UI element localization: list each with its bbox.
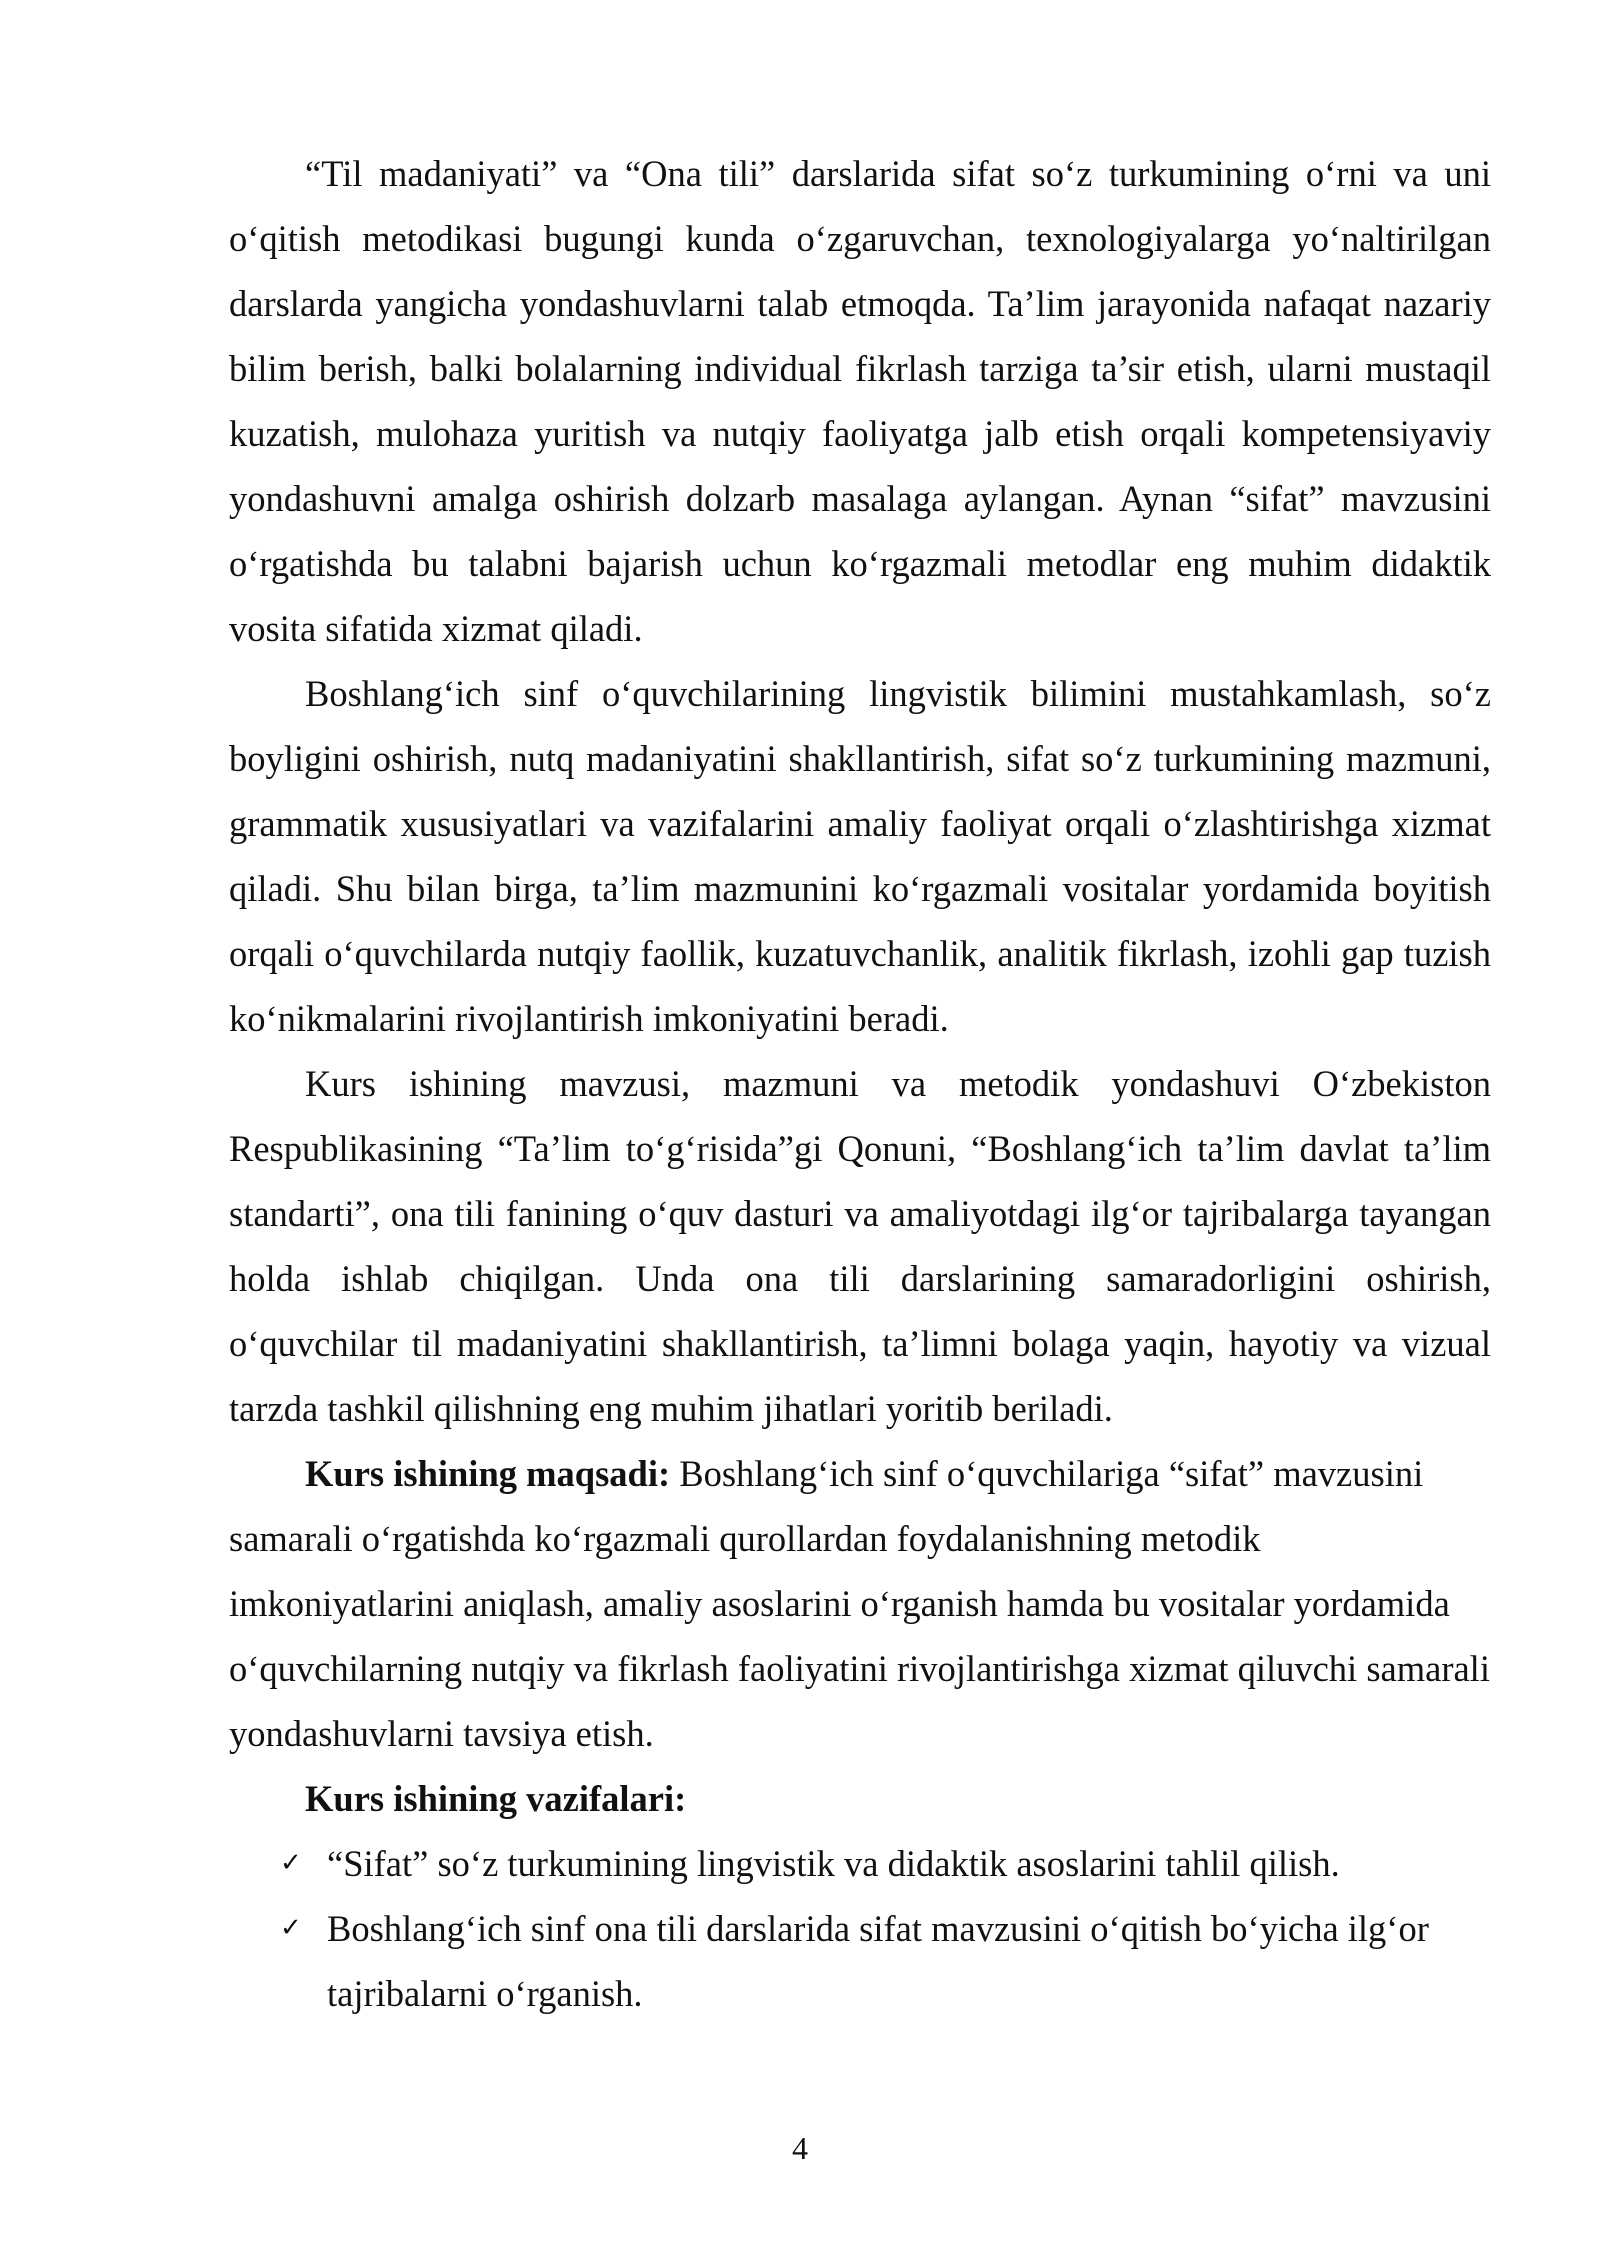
page-number: 4: [792, 2130, 808, 2166]
task-text: “Sifat” so‘z turkumining lingvistik va didaktik asoslarini tahlil qilish.: [327, 1843, 1340, 1884]
task-item: [229, 1831, 1491, 1896]
goal-label: Kurs ishining maqsadi:: [305, 1453, 671, 1494]
goal-paragraph: [229, 1441, 1491, 1766]
tasks-list: [229, 1831, 1491, 2026]
task-text: Boshlang‘ich sinf ona tili darslarida sifat mavzusini o‘qitish bo‘yicha ilg‘or tajribalarni o‘rganish.: [327, 1908, 1429, 2014]
paragraph-3: Kurs ishining mavzusi, mazmuni va metodik yondashuvi O‘zbekiston Respublikasining “Ta’lim to‘g‘risida”gi Qonuni, “Boshlang‘ich ta’lim davlat ta’lim standarti”, ona tili fanining o‘quv dasturi va amaliyotdagi ilg‘or tajribalarga tayangan holda ishlab chiqilgan. Unda ona tili darslarining samaradorligini oshirish, o‘quvchilar til madaniyatini shakllantirish, ta’limni bolaga yaqin, hayotiy va vizual tarzda tashkil qilishning eng muhim jihatlari yoritib beriladi.: [229, 1063, 1491, 1429]
paragraph-1: “Til madaniyati” va “Ona tili” darslarida sifat so‘z turkumining o‘rni va uni o‘qitish metodikasi bugungi kunda o‘zgaruvchan, texnologiyalarga yo‘naltirilgan darslarda yangicha yondashuvlarni talab etmoqda. Ta’lim jarayonida nafaqat nazariy bilim berish, balki bolalarning individual fikrlash tarziga ta’sir etish, ularni mustaqil kuzatish, mulohaza yuritish va nutqiy faoliyatga jalb etish orqali kompetensiyaviy yondashuvni amalga oshirish dolzarb masalaga aylangan. Aynan “sifat” mavzusini o‘rgatishda bu talabni bajarish uchun ko‘rgazmali metodlar eng muhim didaktik vosita sifatida xizmat qiladi.: [229, 153, 1491, 649]
page-body: [229, 141, 1491, 2026]
goal-text: Boshlang‘ich sinf o‘quvchilariga “sifat” mavzusini samarali o‘rgatishda ko‘rgazmali qurollardan foydalanishning metodik imkoniyatlarini aniqlash, amaliy asoslarini o‘rganish hamda bu vositalar yordamida o‘quvchilarning nutqiy va fikrlash faoliyatini rivojlantirishga xizmat qiluvchi samarali yondashuvlarni tavsiya etish.: [229, 1453, 1490, 1754]
task-item: [229, 1896, 1491, 2026]
paragraph-2: Boshlang‘ich sinf o‘quvchilarining lingvistik bilimini mustahkamlash, so‘z boyligini oshirish, nutq madaniyatini shakllantirish, sifat so‘z turkumining mazmuni, grammatik xususiyatlari va vazifalarini amaliy faoliyat orqali o‘zlashtirishga xizmat qiladi. Shu bilan birga, ta’lim mazmunini ko‘rgazmali vositalar yordamida boyitish orqali o‘quvchilarda nutqiy faollik, kuzatuvchanlik, analitik fikrlash, izohli gap tuzish ko‘nikmalarini rivojlantirish imkoniyatini beradi.: [229, 673, 1491, 1039]
tasks-heading: Kurs ishining vazifalari:: [305, 1778, 687, 1819]
checkmark-icon: ✓: [280, 1913, 302, 1943]
checkmark-icon: ✓: [280, 1848, 302, 1878]
